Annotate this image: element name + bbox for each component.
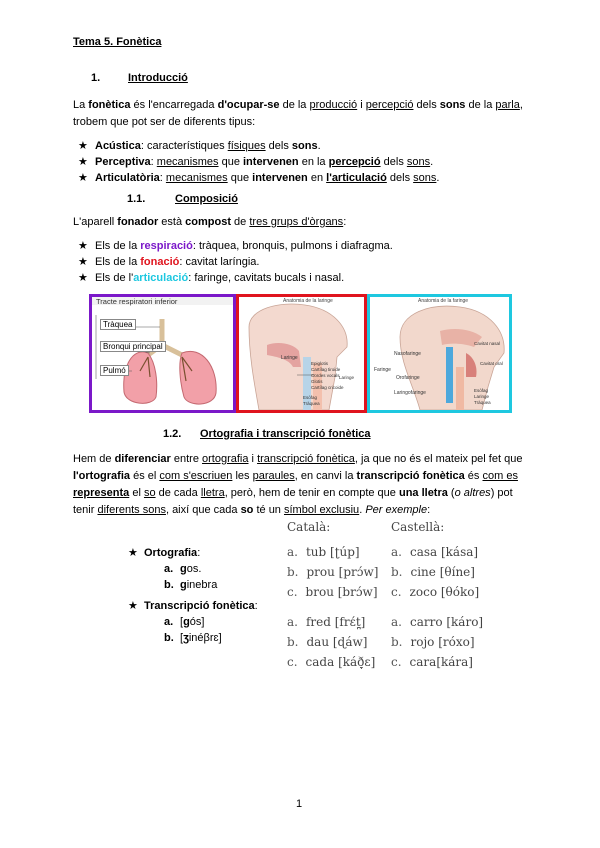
list-item: ★ Perceptiva: mecanismes que intervenen en la percepció dels sons. bbox=[73, 154, 553, 170]
label: Cavitat oral bbox=[480, 361, 503, 366]
respiratory-tract-image bbox=[89, 294, 236, 413]
subsection-number: 1.1. bbox=[127, 193, 146, 205]
transcription-examples: ★ Transcripció fonètica: a. [gós] b. [ʒinéβrɛ] bbox=[128, 600, 258, 644]
image-header: Anatomia de la faringe bbox=[418, 298, 469, 304]
list-item: ★ Articulatòria: mecanismes que intervenen en l'articulació dels sons. bbox=[73, 170, 553, 186]
section-number: 1. bbox=[91, 72, 101, 84]
image-header: Anatomia de la laringe bbox=[283, 298, 333, 304]
list-item: ★ Els de l'articulació: faringe, cavitats bucals i nasal. bbox=[73, 270, 553, 286]
orthography-paragraph: Hem de diferenciar entre ortografia i transcripció fonètica, ja que no és el mateix pel fet que l'ortografia és el com s'escriuen les paraules, en canvi la transcripció fonètica és com es representa el so de cada lletra, però, hem de tenir en compte que una lletra (o altres) pot tenir diferents sons, així que cada so té un símbol exclusiu. Per exemple: bbox=[73, 453, 523, 516]
composition-paragraph: L'aparell fonador està compost de tres grups d'òrgans: bbox=[73, 216, 347, 228]
pharynx-image bbox=[367, 294, 512, 413]
larynx-labels: Epiglotis Cartílag tiroide Cordes vocals Glotis Cartílag cricoide bbox=[311, 361, 344, 390]
label-bronchus: Bronqui principal bbox=[100, 341, 166, 352]
orthography-examples: ★ Ortografia: a. gos. b. ginebra bbox=[128, 547, 218, 591]
organs-list bbox=[73, 238, 553, 286]
spanish-column-2: a. carro [káro] b. rojo [róxo] c. cara[kára] bbox=[391, 615, 484, 669]
spanish-column-1: a. casa [kása] b. cine [θíne] c. zoco [θóko] bbox=[391, 545, 480, 599]
catalan-header: Català: bbox=[287, 520, 331, 534]
phonetics-types-list bbox=[73, 138, 553, 186]
label: Laringe bbox=[281, 355, 298, 361]
label: Laringofaringe bbox=[394, 390, 426, 396]
subsection-title: Composició bbox=[175, 193, 238, 205]
list-item: ★ Els de la fonació: cavitat laríngia. bbox=[73, 254, 553, 270]
label-lung: Pulmó bbox=[100, 365, 129, 376]
larynx-image bbox=[236, 294, 367, 413]
lungs-illustration bbox=[92, 297, 233, 410]
larynx-illustration bbox=[239, 297, 364, 410]
subsection-title: Ortografia i transcripció fonètica bbox=[200, 428, 371, 440]
pharynx-bottom-labels: Esòfag Laringe Tràquea bbox=[474, 388, 491, 405]
pronunciation-table bbox=[287, 520, 497, 670]
label: Nasofaringe bbox=[394, 351, 421, 357]
spanish-header: Castellà: bbox=[391, 520, 445, 534]
intro-paragraph: La fonètica és l'encarregada d'ocupar-se de la producció i percepció dels sons de la parla, trobem que pot ser de diferents tipus: bbox=[73, 99, 523, 128]
label: Laringe bbox=[339, 375, 355, 380]
image-header: Tracte respiratori inferior bbox=[96, 297, 178, 306]
larynx-bottom-labels: Esòfag Tràquea bbox=[303, 395, 320, 406]
catalan-column-2: a. fred [frɛ́t̪] b. dau [ɖáw] c. cada [káð̞ɛ] bbox=[287, 615, 376, 669]
label-trachea: Tràquea bbox=[100, 319, 136, 330]
list-item: ★ Acústica: característiques físiques dels sons. bbox=[73, 138, 553, 154]
section-title: Introducció bbox=[128, 72, 188, 84]
list-item: ★ Els de la respiració: tràquea, bronquis, pulmons i diafragma. bbox=[73, 238, 553, 254]
label: Orofaringe bbox=[396, 375, 420, 381]
subsection-number: 1.2. bbox=[163, 428, 182, 440]
label: Faringe bbox=[374, 367, 391, 373]
catalan-column-1: a. tub [ʈúp] b. prou [prɔ́w] c. brou [brɔ́w] bbox=[287, 545, 379, 599]
page-title: Tema 5. Fonètica bbox=[73, 36, 162, 48]
page-number: 1 bbox=[296, 798, 303, 810]
label: Cavitat nasal bbox=[474, 341, 501, 346]
